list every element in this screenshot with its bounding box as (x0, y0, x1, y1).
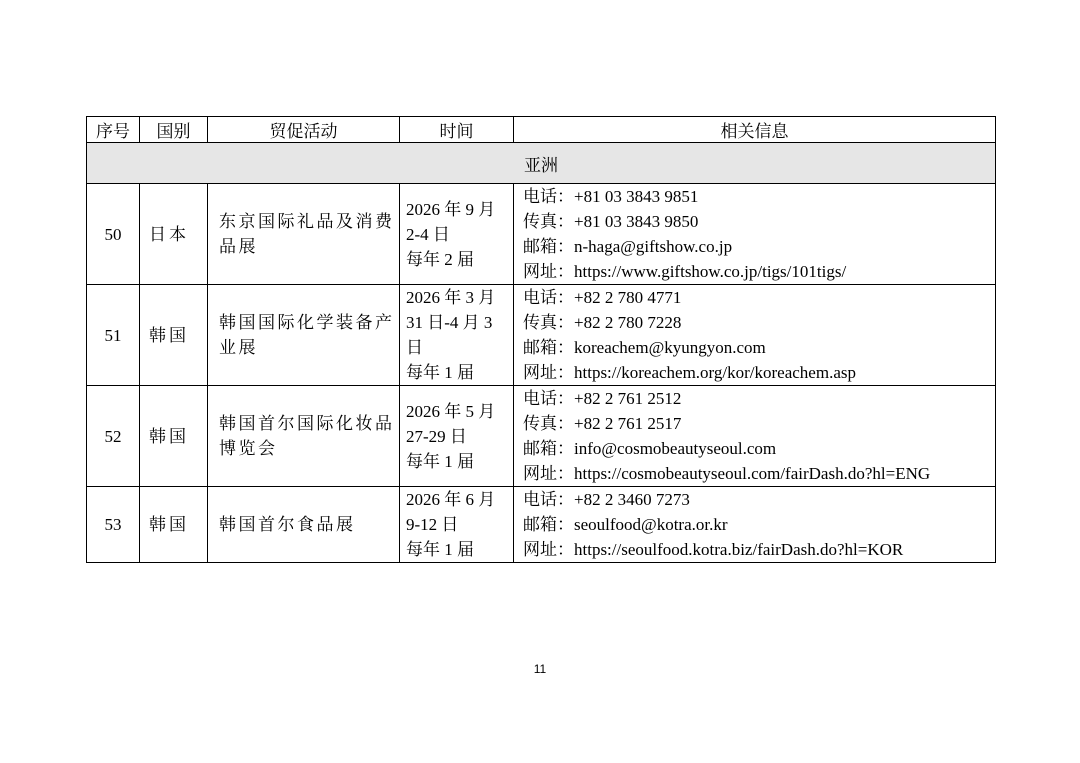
info-email: 邮箱：seoulfood@kotra.or.kr (523, 515, 728, 534)
info-email: 邮箱：koreachem@kyungyon.com (523, 338, 766, 357)
row-time (400, 386, 514, 487)
table-row (87, 487, 996, 563)
info-phone: 电话：+82 2 3460 7273 (523, 490, 690, 509)
row-index: 50 (87, 184, 140, 285)
info-phone: 电话：+81 03 3843 9851 (523, 187, 699, 206)
table-header (87, 117, 996, 143)
header-activity: 贸促活动 (208, 117, 400, 143)
time-line: 9-12 日 (406, 515, 459, 534)
time-line: 2-4 日 (406, 224, 450, 244)
row-activity: 韩国首尔食品展 (208, 487, 400, 563)
info-fax: 传真：+82 2 780 7228 (523, 313, 682, 332)
row-index: 53 (87, 487, 140, 563)
row-info (514, 184, 996, 285)
time-line: 2026 年 3 月 (406, 288, 496, 307)
time-line: 31 日-4 月 3 (406, 313, 493, 332)
info-website: 网址：https://www.giftshow.co.jp/tigs/101tigs/ (523, 262, 847, 281)
table-row (87, 386, 996, 487)
time-line: 2026 年 6 月 (406, 490, 496, 509)
info-fax: 传真：+81 03 3843 9850 (523, 212, 699, 231)
table-row (87, 184, 996, 285)
row-activity: 韩国首尔国际化妆品博览会 (208, 386, 400, 487)
row-time (400, 184, 514, 285)
row-country: 韩国 (140, 285, 208, 386)
time-line: 27-29 日 (406, 426, 467, 446)
row-index: 52 (87, 386, 140, 487)
trade-events-table (86, 116, 996, 563)
table-row (87, 285, 996, 386)
info-email: 邮箱：info@cosmobeautyseoul.com (523, 439, 777, 458)
row-country: 日本 (140, 184, 208, 285)
row-country: 韩国 (140, 386, 208, 487)
info-website: 网址：https://seoulfood.kotra.biz/fairDash.do?hl=KOR (523, 540, 904, 559)
row-info (514, 386, 996, 487)
row-activity: 东京国际礼品及消费品展 (208, 184, 400, 285)
info-email: 邮箱：n-haga@giftshow.co.jp (523, 237, 733, 256)
time-line: 日 (406, 338, 423, 357)
region-label: 亚洲 (87, 143, 996, 184)
region-row (87, 143, 996, 184)
page-number: 11 (533, 662, 547, 676)
time-line: 2026 年 9 月 (406, 199, 496, 219)
row-country: 韩国 (140, 487, 208, 563)
time-line: 每年 1 届 (406, 363, 474, 382)
info-phone: 电话：+82 2 780 4771 (523, 288, 682, 307)
time-line: 每年 1 届 (406, 540, 474, 559)
row-time (400, 487, 514, 563)
row-info (514, 285, 996, 386)
info-website: 网址：https://koreachem.org/kor/koreachem.asp (523, 363, 856, 382)
info-website: 网址：https://cosmobeautyseoul.com/fairDash.do?hl=ENG (523, 464, 931, 483)
header-country: 国别 (140, 117, 208, 143)
row-time (400, 285, 514, 386)
time-line: 2026 年 5 月 (406, 401, 496, 421)
info-fax: 传真：+82 2 761 2517 (523, 414, 682, 433)
header-index: 序号 (87, 117, 140, 143)
row-info (514, 487, 996, 563)
info-phone: 电话：+82 2 761 2512 (523, 389, 682, 408)
time-line: 每年 1 届 (406, 451, 474, 471)
time-line: 每年 2 届 (406, 249, 474, 269)
row-activity: 韩国国际化学装备产业展 (208, 285, 400, 386)
header-time: 时间 (400, 117, 514, 143)
header-info: 相关信息 (514, 117, 996, 143)
row-index: 51 (87, 285, 140, 386)
